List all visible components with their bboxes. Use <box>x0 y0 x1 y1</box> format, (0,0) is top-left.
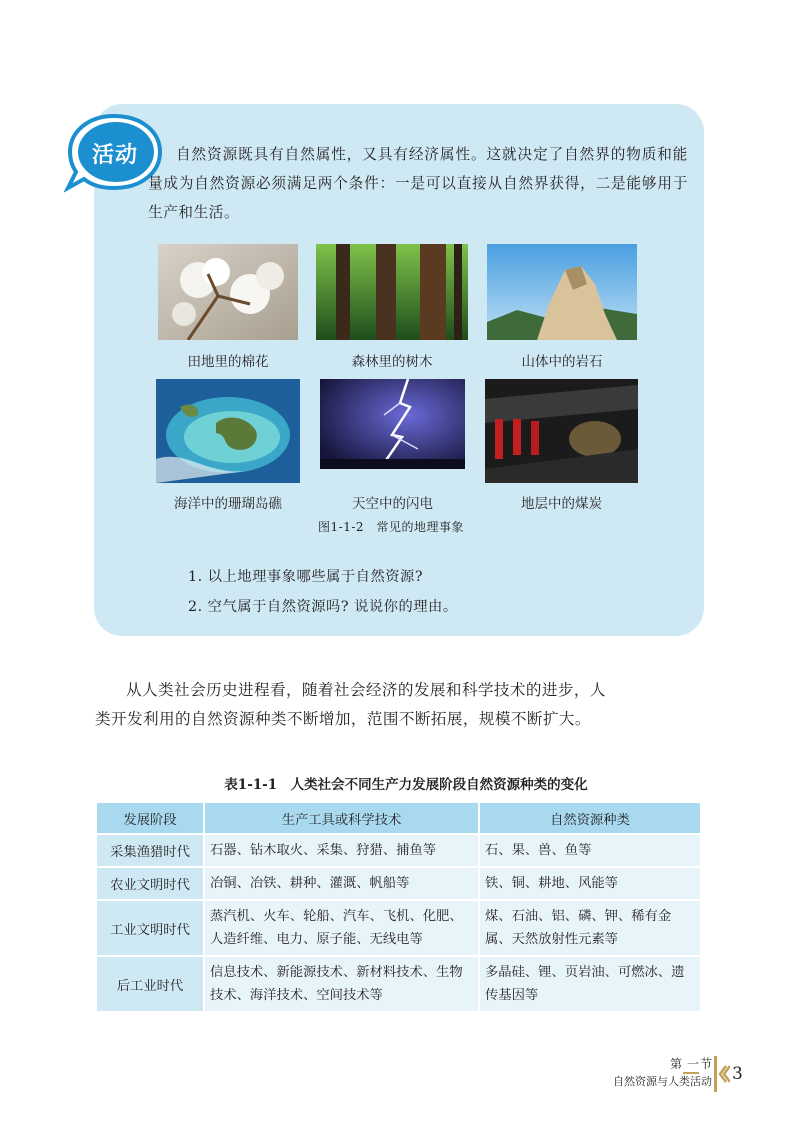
forest-photo <box>316 244 468 340</box>
section-number: 一 <box>683 1055 699 1074</box>
photo-caption: 森林里的树木 <box>351 354 433 370</box>
table-row <box>97 901 700 955</box>
footer-section-label <box>662 1055 712 1074</box>
table-cell-resource: 煤、石油、铝、磷、钾、稀有金属、天然放射性元素等 <box>480 901 700 955</box>
table-header-row <box>97 803 700 833</box>
activity-label: 活动 <box>92 143 139 168</box>
table-row <box>97 957 700 1011</box>
section-prefix: 第 <box>669 1057 682 1071</box>
table-cell-tech: 石器、钻木取火、采集、狩猎、捕鱼等 <box>205 835 478 866</box>
table-cell-resource: 石、果、兽、鱼等 <box>480 835 700 866</box>
table-cell-resource: 铁、铜、耕地、风能等 <box>480 868 700 899</box>
cotton-photo <box>158 244 298 340</box>
table-cell-resource: 多晶硅、锂、页岩油、可燃冰、遗传基因等 <box>480 957 700 1011</box>
chevron-left-icon <box>714 1056 730 1092</box>
table-header: 发展阶段 <box>97 803 203 833</box>
table-cell-tech: 蒸汽机、火车、轮船、汽车、飞机、化肥、人造纤维、电力、原子能、无线电等 <box>205 901 478 955</box>
question-1: 1. 以上地理事象哪些属于自然资源? <box>188 569 424 585</box>
table-cell-stage: 工业文明时代 <box>97 901 203 955</box>
coal-mine-photo <box>485 379 638 483</box>
rock-mountain-photo <box>487 244 637 340</box>
photo-caption: 山体中的岩石 <box>521 354 603 370</box>
table-title: 表1-1-1 人类社会不同生产力发展阶段自然资源种类的变化 <box>224 777 588 793</box>
table-cell-stage: 采集渔猎时代 <box>97 835 203 866</box>
page-number: 3 <box>732 1064 743 1084</box>
photo-caption: 田地里的棉花 <box>187 354 269 370</box>
activity-intro: 自然资源既具有自然属性，又具有经济属性。这就决定了自然界的物质和能量成为自然资源必须满足两个条件：一是可以直接从自然界获得，二是能够用于生产和生活。 <box>148 146 688 221</box>
photo-caption: 天空中的闪电 <box>352 496 433 512</box>
table-row <box>97 868 700 899</box>
photo-caption: 地层中的煤炭 <box>521 496 602 512</box>
coral-island-photo <box>156 379 300 483</box>
section-suffix: 节 <box>699 1057 712 1071</box>
table-header: 生产工具或科学技术 <box>205 803 478 833</box>
resource-table <box>95 801 702 1013</box>
body-paragraph: 从人类社会历史进程看，随着社会经济的发展和科学技术的进步，人类开发利用的自然资源种类不断增加，范围不断拓展，规模不断扩大。 <box>95 681 606 728</box>
table-cell-tech: 冶铜、冶铁、耕种、灌溉、帆船等 <box>205 868 478 899</box>
photo-caption: 海洋中的珊瑚岛礁 <box>174 496 282 512</box>
footer-section-title: 自然资源与人类活动 <box>613 1075 712 1088</box>
table-cell-tech: 信息技术、新能源技术、新材料技术、生物技术、海洋技术、空间技术等 <box>205 957 478 1011</box>
lightning-photo <box>320 379 465 469</box>
table-header: 自然资源种类 <box>480 803 700 833</box>
table-row <box>97 835 700 866</box>
table-cell-stage: 后工业时代 <box>97 957 203 1011</box>
figure-caption: 图1-1-2 常见的地理事象 <box>318 520 465 534</box>
table-cell-stage: 农业文明时代 <box>97 868 203 899</box>
question-2: 2. 空气属于自然资源吗? 说说你的理由。 <box>188 599 458 615</box>
